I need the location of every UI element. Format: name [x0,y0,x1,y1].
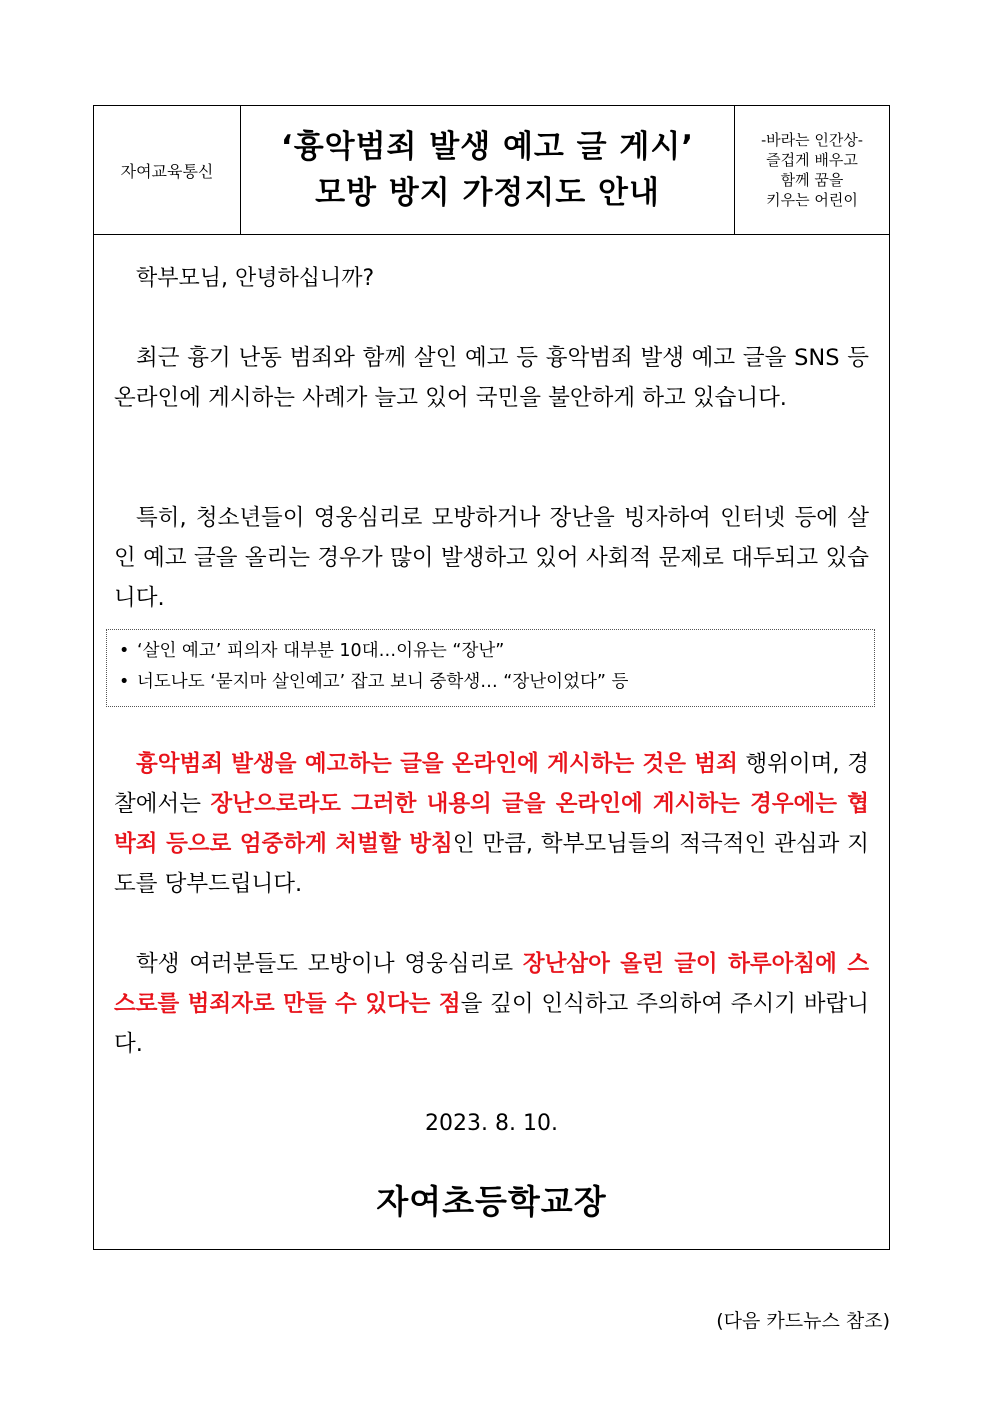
news-headline [119,636,874,667]
news-headline-text: 너도나도 ‘묻지마 살인예고’ 잡고 보니 중학생… “장난이었다” 등 [137,672,629,692]
bullet-icon: • [119,672,130,692]
paragraph-2: 특히, 청소년들이 영웅심리로 모방하거나 장난을 빙자하여 인터넷 등에 살인 예고 글을 올리는 경우가 많이 발생하고 있어 사회적 문제로 대두되고 있습니다. [114,505,869,611]
title-line-2: 모방 방지 가정지도 안내 [315,175,660,211]
signature: 자여초등학교장 [376,1182,607,1221]
news-headline-text: ‘살인 예고’ 피의자 대부분 10대…이유는 “장난” [137,641,505,661]
notice-header [94,106,889,235]
greeting: 학부모님, 안녕하십니까? [136,266,375,291]
notice-date: 2023. 8. 10. [425,1111,558,1136]
paragraph-3 [114,744,869,904]
notice-frame [93,105,890,1250]
news-headlines-box [106,629,875,707]
emphasis-text: 장난삼아 올린 글이 하루아침에 스스로를 범죄자로 만들 수 있다는 점 [114,951,869,1017]
paragraph-4 [114,944,869,1064]
emphasis-text: 장난으로라도 그러한 내용의 글을 온라인에 게시하는 경우에는 협박죄 등으로 엄중하게 처벌할 방침 [114,791,869,857]
paragraph-1: 최근 흉기 난동 범죄와 함께 살인 예고 등 흉악범죄 발생 예고 글을 SNS 등 온라인에 게시하는 사례가 늘고 있어 국민을 불안하게 하고 있습니다. [114,345,869,411]
newsletter-label: 자여교육통신 [94,106,241,234]
motto-line: 함께 꿈을 [780,171,844,189]
body-text: 을 깊이 인식하고 주의하여 주시기 바랍니다. [114,991,869,1057]
notice-title [241,106,735,234]
body-text: 행위이며, 경찰에서는 [114,751,869,817]
motto-line: -바라는 인간상- [761,131,863,149]
school-motto [735,106,889,234]
body-text: 인 만큼, 학부모님들의 적극적인 관심과 지도를 당부드립니다. [114,831,869,897]
motto-line: 즐겁게 배우고 [766,151,858,169]
body-text: 학생 여러분들도 모방이나 영웅심리로 [136,951,523,977]
bullet-icon: • [119,641,130,661]
title-line-1: ‘흉악범죄 발생 예고 글 게시’ [280,129,695,165]
motto-line: 키우는 어린이 [766,191,858,209]
news-headline [119,667,874,698]
footer-note: (다음 카드뉴스 참조) [716,1310,890,1332]
emphasis-text: 흉악범죄 발생을 예고하는 글을 온라인에 게시하는 것은 범죄 [136,751,738,777]
